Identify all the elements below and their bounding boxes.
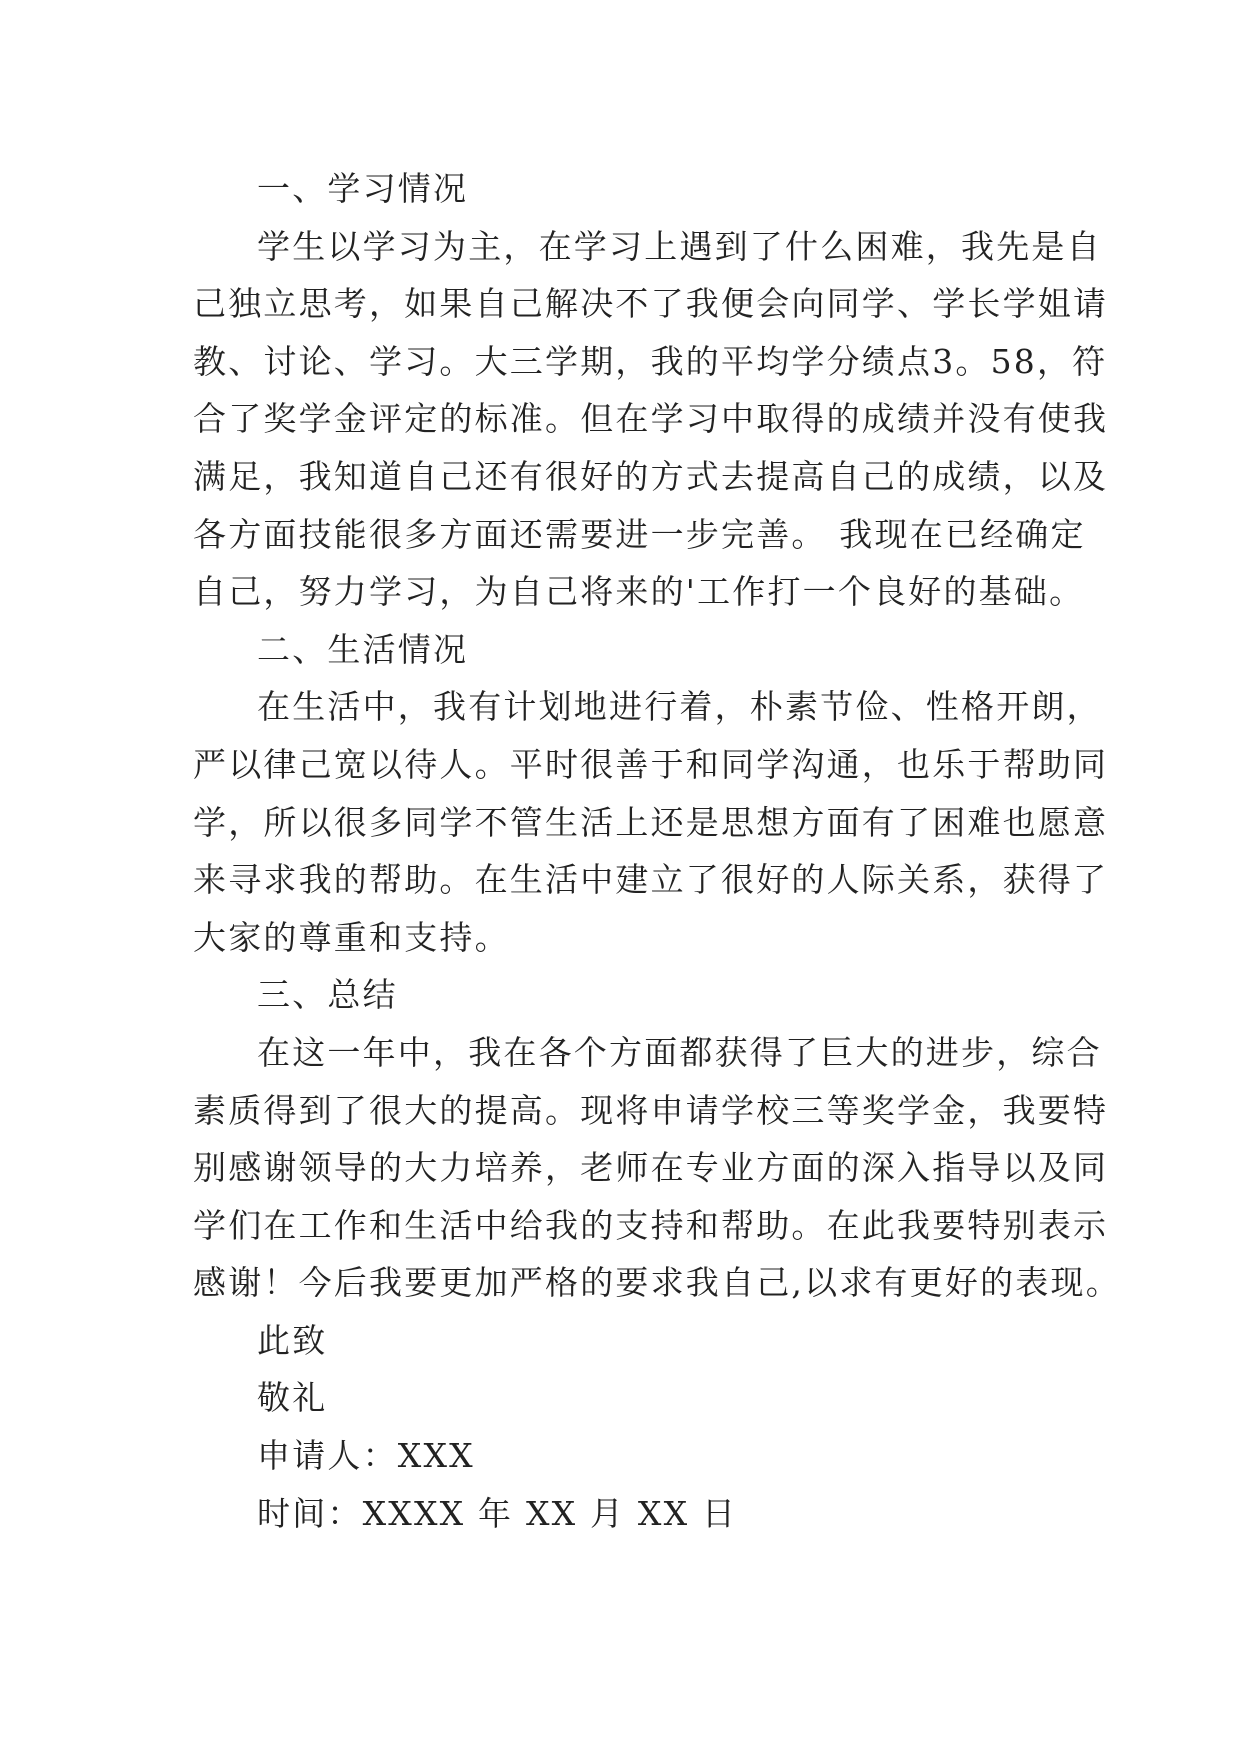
salutation-jingli: 敬礼 <box>257 1378 328 1418</box>
paragraph-line: 学们在工作和生活中给我的支持和帮助。在此我要特别表示 <box>193 1205 1109 1245</box>
letter-body <box>193 160 1121 1542</box>
section-heading-summary: 三、总结 <box>257 975 398 1015</box>
paragraph-line: 别感谢领导的大力培养，老师在专业方面的深入指导以及同 <box>193 1148 1109 1188</box>
paragraph-summary <box>193 1024 1121 1312</box>
paragraph-line: 来寻求我的帮助。在生活中建立了很好的人际关系，获得了 <box>193 860 1109 900</box>
paragraph-study <box>193 218 1109 621</box>
paragraph-line: 各方面技能很多方面还需要进一步完善。 我现在已经确定 <box>193 514 1086 554</box>
paragraph-line: 感谢！今后我要更加严格的要求我自己,以求有更好的表现。 <box>193 1263 1121 1303</box>
paragraph-line: 己独立思考，如果自己解决不了我便会向同学、学长学姐请 <box>193 284 1109 324</box>
salutation-cizhi: 此致 <box>257 1320 328 1360</box>
section-heading-study: 一、学习情况 <box>257 169 469 208</box>
date-line: 时间：XXXX 年 XX 月 XX 日 <box>257 1493 738 1533</box>
paragraph-line: 素质得到了很大的提高。现将申请学校三等奖学金，我要特 <box>193 1090 1109 1130</box>
paragraph-line: 教、讨论、学习。大三学期，我的平均学分绩点3。58，符 <box>193 341 1108 381</box>
section-heading-life: 二、生活情况 <box>257 629 469 669</box>
paragraph-line: 合了奖学金评定的标准。但在学习中取得的成绩并没有使我 <box>193 399 1109 439</box>
paragraph-line: 在生活中，我有计划地进行着，朴素节俭、性格开朗， <box>257 687 1102 727</box>
paragraph-life <box>193 678 1109 966</box>
paragraph-line: 大家的尊重和支持。 <box>193 917 510 957</box>
paragraph-line: 学生以学习为主，在学习上遇到了什么困难，我先是自 <box>257 226 1102 266</box>
paragraph-line: 自己，努力学习，为自己将来的'工作打一个良好的基础。 <box>193 572 1085 612</box>
applicant-line: 申请人：XXX <box>257 1436 475 1476</box>
paragraph-line: 在这一年中，我在各个方面都获得了巨大的进步，综合 <box>257 1032 1102 1072</box>
paragraph-line: 满足，我知道自己还有很好的方式去提高自己的成绩，以及 <box>193 456 1109 496</box>
paragraph-line: 严以律己宽以待人。平时很善于和同学沟通，也乐于帮助同 <box>193 744 1109 784</box>
paragraph-line: 学，所以很多同学不管生活上还是思想方面有了困难也愿意 <box>193 802 1109 842</box>
